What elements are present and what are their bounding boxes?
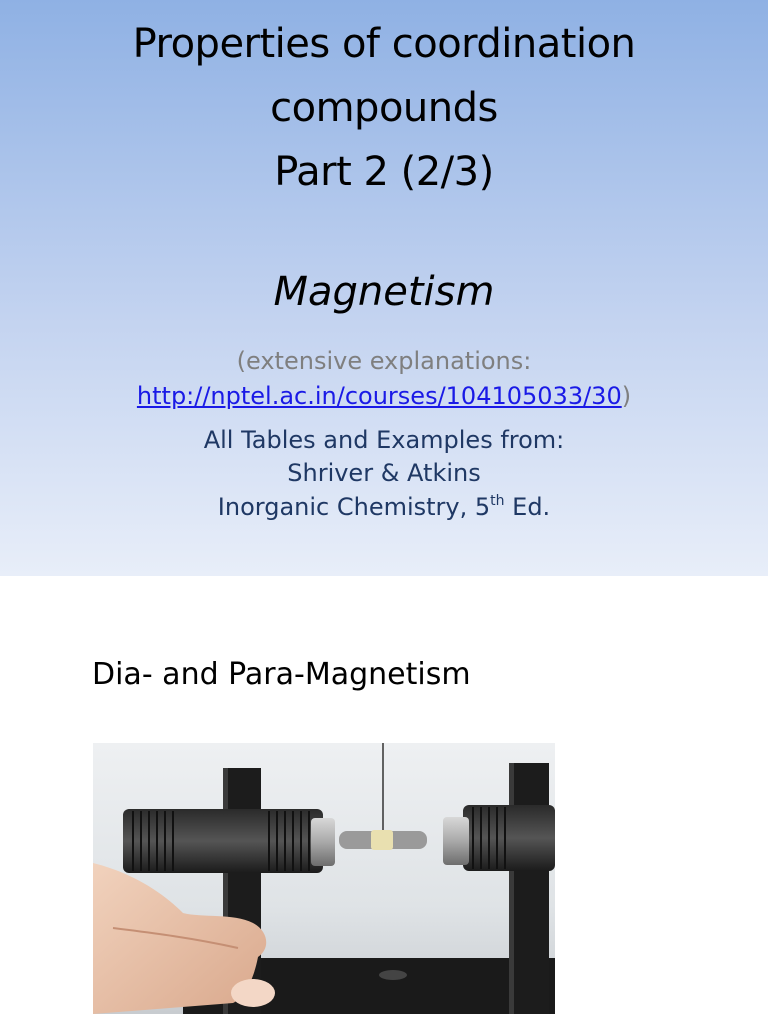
credit-line-1: All Tables and Examples from: xyxy=(203,426,565,454)
nptel-link[interactable]: http://nptel.ac.in/courses/104105033/30 xyxy=(136,382,622,410)
title-line-2: compounds xyxy=(270,85,498,131)
apparatus-illustration xyxy=(93,743,555,1014)
magnet-apparatus-photo xyxy=(93,743,555,1014)
note-suffix: ) xyxy=(621,382,632,410)
note-link-line xyxy=(0,380,768,412)
slide-subtitle: Magnetism xyxy=(273,269,495,315)
credit-line-3 xyxy=(0,490,768,524)
credit-line-2: Shriver & Atkins xyxy=(287,459,481,487)
title-line-1: Properties of coordination xyxy=(132,21,636,67)
credit-book-title: Inorganic Chemistry, 5 xyxy=(217,493,491,521)
credit-edition-sup: th xyxy=(490,493,505,509)
note-prefix: (extensive explanations: xyxy=(236,347,532,375)
credit-edition-end: Ed. xyxy=(504,493,551,521)
slide2-title: Dia- and Para-Magnetism xyxy=(92,657,471,692)
title-line-3: Part 2 (2/3) xyxy=(274,149,494,195)
